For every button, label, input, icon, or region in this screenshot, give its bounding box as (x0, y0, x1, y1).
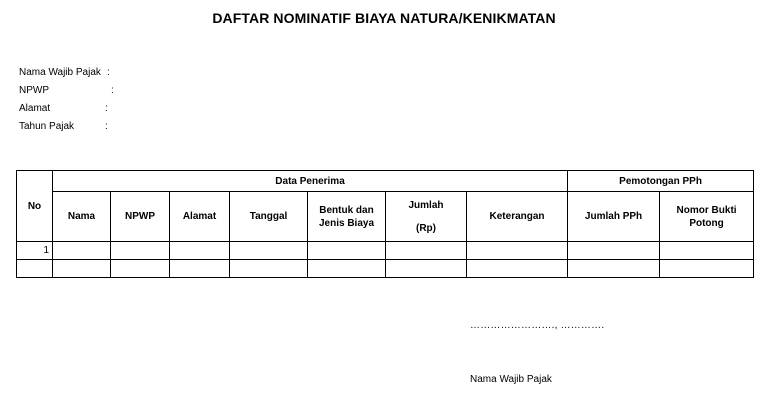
cell-npwp (111, 260, 170, 278)
cell-bentuk (308, 260, 386, 278)
table-header-column-row (17, 192, 754, 242)
header-nomor-bukti-line-2: Potong (689, 217, 724, 229)
cell-nama (53, 242, 111, 260)
header-bentuk-line-2: Jenis Biaya (318, 217, 375, 229)
info-label-tahun-pajak: Tahun Pajak (19, 121, 75, 132)
header-alamat: Alamat (170, 192, 230, 242)
cell-nomor-bukti (660, 260, 754, 278)
header-npwp: NPWP (111, 192, 170, 242)
signature-place-date: ……………………., …………. (470, 320, 605, 331)
info-label-alamat: Alamat (19, 103, 51, 114)
header-bentuk-line-1: Bentuk dan (319, 204, 374, 216)
info-colon: : (105, 103, 108, 114)
info-row-npwp (19, 85, 114, 96)
header-keterangan: Keterangan (467, 192, 568, 242)
cell-bentuk (308, 242, 386, 260)
info-colon: : (105, 121, 108, 132)
cell-jumlah-pph (568, 242, 660, 260)
cell-no (17, 260, 53, 278)
header-nomor-bukti-potong (660, 192, 754, 242)
header-jumlah-label: Jumlah (408, 199, 444, 211)
header-group-data-penerima: Data Penerima (53, 171, 568, 192)
cell-nomor-bukti (660, 242, 754, 260)
nominative-table (16, 170, 754, 278)
cell-keterangan (467, 260, 568, 278)
document-title: DAFTAR NOMINATIF BIAYA NATURA/KENIKMATAN (212, 10, 556, 26)
info-row-alamat (19, 103, 108, 114)
info-row-tahun-pajak (19, 121, 108, 132)
header-nomor-bukti-line-1: Nomor Bukti (676, 204, 737, 216)
table-row (17, 242, 754, 260)
signature-name: Nama Wajib Pajak (470, 374, 552, 385)
info-row-nama-wajib-pajak (19, 67, 110, 78)
cell-alamat (170, 242, 230, 260)
header-jumlah-pph: Jumlah PPh (568, 192, 660, 242)
cell-keterangan (467, 242, 568, 260)
cell-jumlah (386, 242, 467, 260)
header-tanggal: Tanggal (230, 192, 308, 242)
info-label-nama-wajib-pajak: Nama Wajib Pajak (19, 67, 101, 78)
table-header-group-row (17, 171, 754, 192)
header-jumlah (386, 192, 467, 242)
info-colon: : (107, 67, 110, 78)
header-group-pemotongan-pph: Pemotongan PPh (568, 171, 754, 192)
header-no: No (17, 171, 53, 242)
cell-jumlah-pph (568, 260, 660, 278)
cell-jumlah (386, 260, 467, 278)
info-colon: : (111, 85, 114, 96)
table-row (17, 260, 754, 278)
header-jumlah-unit: (Rp) (416, 222, 436, 234)
cell-tanggal (230, 260, 308, 278)
cell-nama (53, 260, 111, 278)
cell-no: 1 (17, 242, 53, 260)
cell-alamat (170, 260, 230, 278)
cell-npwp (111, 242, 170, 260)
header-nama: Nama (53, 192, 111, 242)
header-bentuk-jenis-biaya (308, 192, 386, 242)
cell-tanggal (230, 242, 308, 260)
info-label-npwp: NPWP (19, 85, 49, 96)
